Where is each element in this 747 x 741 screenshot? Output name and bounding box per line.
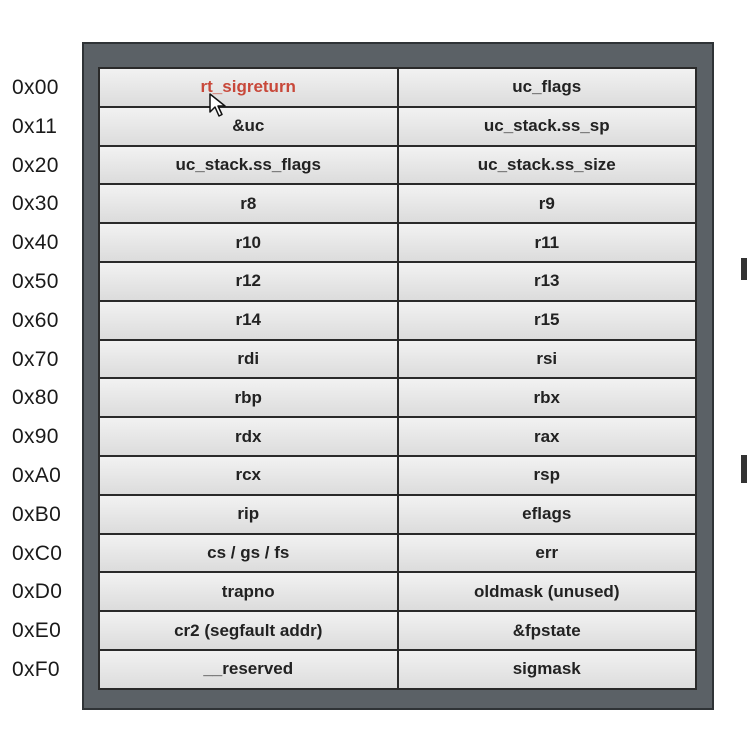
table-cell: rdx bbox=[100, 418, 399, 457]
table-cell: uc_stack.ss_flags bbox=[100, 147, 399, 186]
table-cell: sigmask bbox=[399, 651, 698, 690]
table-row bbox=[100, 263, 697, 302]
table-row bbox=[100, 612, 697, 651]
offset-label: 0xA0 bbox=[12, 463, 62, 487]
table-cell: rdi bbox=[100, 341, 399, 380]
table-cell: r10 bbox=[100, 224, 399, 263]
offset-label: 0xE0 bbox=[12, 619, 62, 643]
table-cell: rcx bbox=[100, 457, 399, 496]
table-cell: &fpstate bbox=[399, 612, 698, 651]
table-cell: &uc bbox=[100, 108, 399, 147]
table-cell: rt_sigreturn bbox=[100, 69, 399, 108]
table-cell: r8 bbox=[100, 185, 399, 224]
edge-fragment bbox=[741, 258, 747, 280]
table-cell: trapno bbox=[100, 573, 399, 612]
table-cell: __reserved bbox=[100, 651, 399, 690]
table-row bbox=[100, 496, 697, 535]
table-cell: rbx bbox=[399, 379, 698, 418]
table-row bbox=[100, 108, 697, 147]
table-cell: rax bbox=[399, 418, 698, 457]
signal-frame-table bbox=[98, 67, 697, 690]
table-cell: cs / gs / fs bbox=[100, 535, 399, 574]
table-row bbox=[100, 535, 697, 574]
table-cell: eflags bbox=[399, 496, 698, 535]
offset-label: 0x80 bbox=[12, 386, 59, 410]
table-row bbox=[100, 379, 697, 418]
table-row bbox=[100, 457, 697, 496]
offset-label: 0x20 bbox=[12, 153, 59, 177]
table-row bbox=[100, 224, 697, 263]
table-cell: rip bbox=[100, 496, 399, 535]
offset-label: 0x40 bbox=[12, 231, 59, 255]
offset-label: 0x11 bbox=[12, 114, 58, 138]
offset-label: 0xD0 bbox=[12, 580, 63, 604]
offset-label: 0x30 bbox=[12, 192, 59, 216]
table-cell: err bbox=[399, 535, 698, 574]
table-row bbox=[100, 69, 697, 108]
table-cell: oldmask (unused) bbox=[399, 573, 698, 612]
table-cell: uc_stack.ss_size bbox=[399, 147, 698, 186]
table-cell: r13 bbox=[399, 263, 698, 302]
table-cell: r9 bbox=[399, 185, 698, 224]
table-cell: rsi bbox=[399, 341, 698, 380]
table-row bbox=[100, 418, 697, 457]
table-cell: r14 bbox=[100, 302, 399, 341]
table-cell: cr2 (segfault addr) bbox=[100, 612, 399, 651]
table-cell: r12 bbox=[100, 263, 399, 302]
table-cell: rbp bbox=[100, 379, 399, 418]
table-row bbox=[100, 147, 697, 186]
offset-label: 0x70 bbox=[12, 347, 59, 371]
table-row bbox=[100, 651, 697, 690]
offset-label: 0x90 bbox=[12, 425, 59, 449]
table-cell: uc_flags bbox=[399, 69, 698, 108]
edge-fragment bbox=[741, 455, 747, 483]
offset-label: 0xF0 bbox=[12, 657, 60, 681]
table-row bbox=[100, 302, 697, 341]
offset-label: 0xB0 bbox=[12, 502, 62, 526]
offset-label: 0x60 bbox=[12, 308, 59, 332]
mouse-cursor-icon bbox=[208, 92, 230, 118]
offset-label: 0xC0 bbox=[12, 541, 63, 565]
table-cell: r15 bbox=[399, 302, 698, 341]
table-row bbox=[100, 185, 697, 224]
table-cell: r11 bbox=[399, 224, 698, 263]
offset-column bbox=[12, 69, 74, 690]
table-cell: uc_stack.ss_sp bbox=[399, 108, 698, 147]
table-row bbox=[100, 341, 697, 380]
table-cell: rsp bbox=[399, 457, 698, 496]
table-row bbox=[100, 573, 697, 612]
offset-label: 0x50 bbox=[12, 269, 59, 293]
offset-label: 0x00 bbox=[12, 76, 59, 99]
